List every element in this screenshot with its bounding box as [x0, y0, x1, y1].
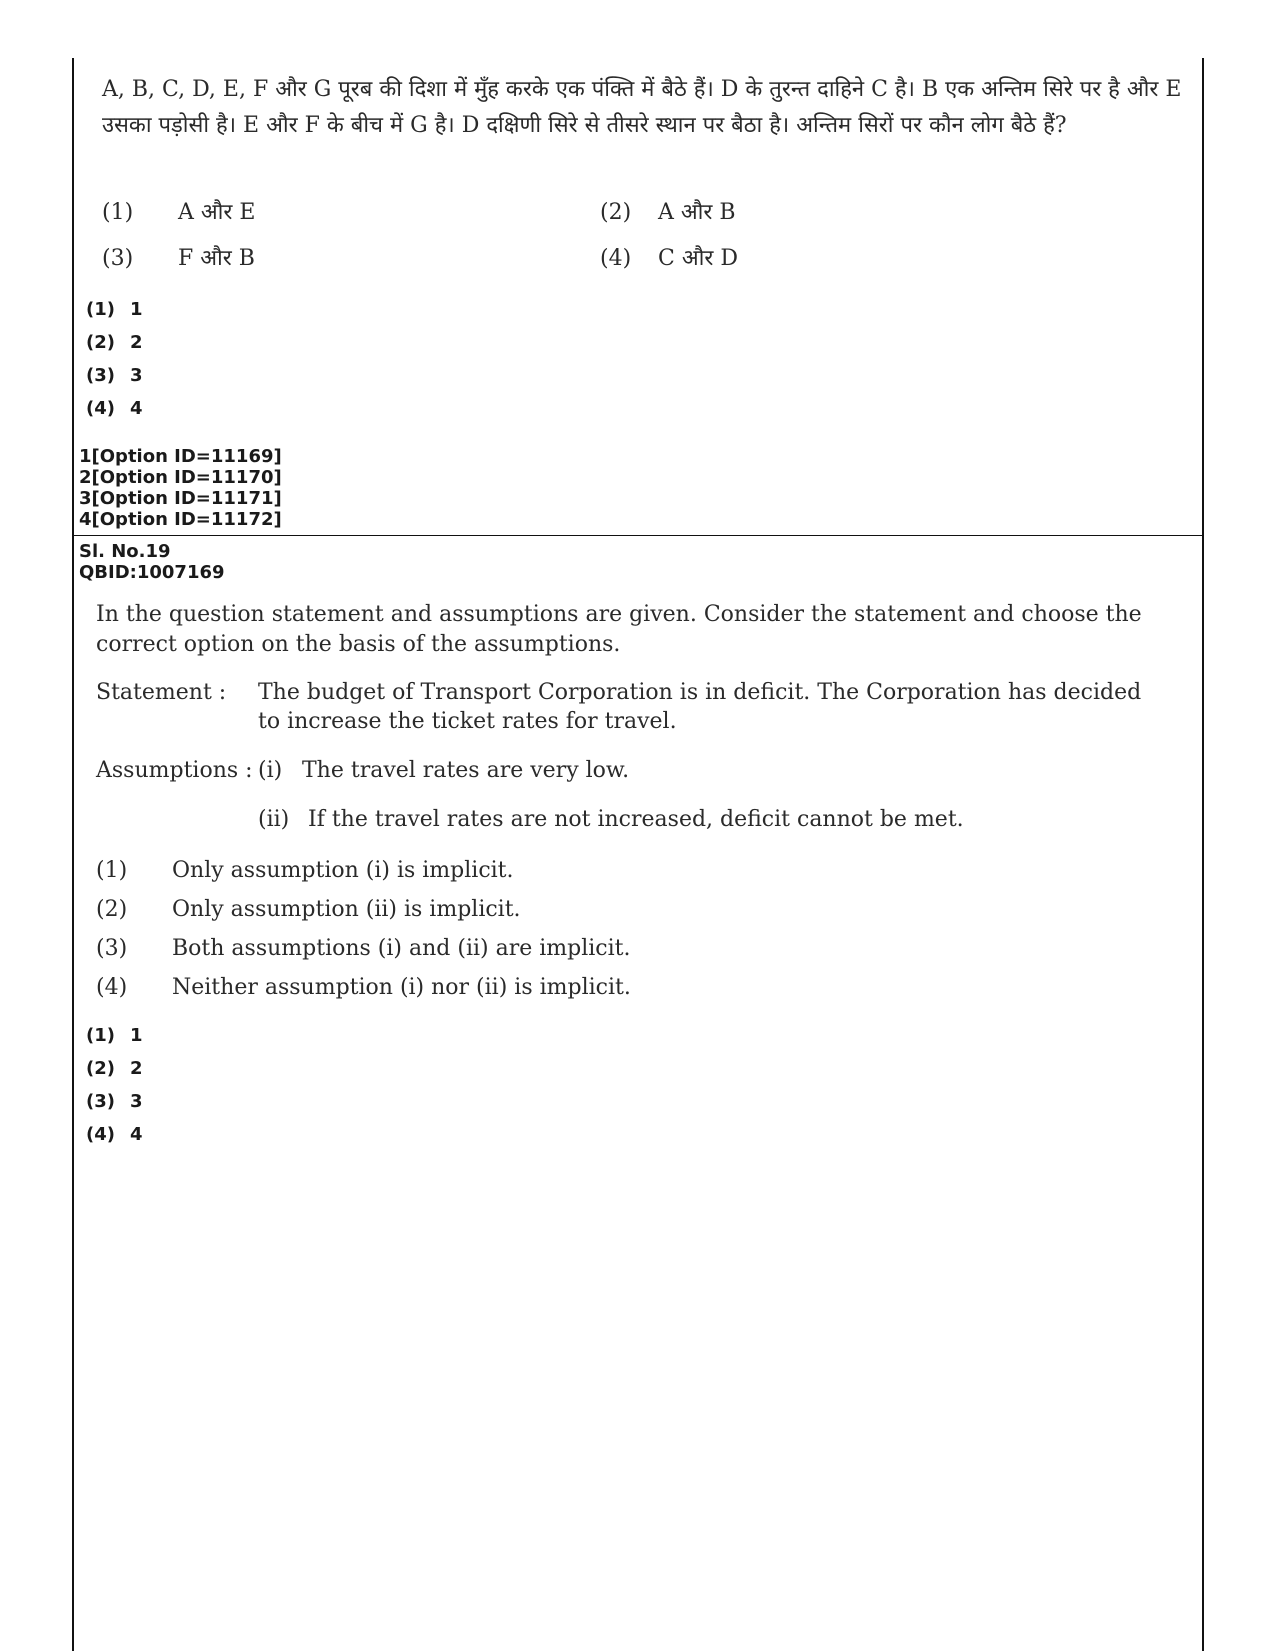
option-id: 3[Option ID=11171] — [79, 488, 282, 509]
page-frame — [72, 58, 1204, 1651]
statement-label: Statement : — [96, 680, 227, 705]
answer-choice-3[interactable]: (3) 3 — [86, 1091, 143, 1112]
question-19-options — [96, 851, 631, 1007]
option-number: (1) — [102, 200, 134, 225]
option-text: F और B — [178, 246, 255, 271]
assumption-text: If the travel rates are not increased, deficit cannot be met. — [308, 807, 964, 832]
option-3: (3) Both assumptions (i) and (ii) are implicit. — [96, 936, 631, 961]
statement-text: The budget of Transport Corporation is in deficit. The Corporation has decided to increase the ticket rates for travel. — [258, 680, 1142, 734]
assumption-number: (ii) — [258, 807, 290, 832]
question-divider — [74, 535, 1202, 536]
answer-choice-2[interactable]: (2) 2 — [86, 1058, 143, 1079]
option-3 — [102, 242, 255, 272]
answer-choice-3[interactable]: (3) 3 — [86, 365, 143, 386]
option-text: A और B — [658, 200, 736, 225]
answer-choice-1[interactable]: (1) 1 — [86, 299, 143, 320]
option-4: (4) Neither assumption (i) nor (ii) is implicit. — [96, 975, 631, 1000]
assumptions-label: Assumptions : — [96, 758, 253, 783]
option-number: (2) — [600, 200, 632, 225]
question-intro: In the question statement and assumptions are given. Consider the statement and choose the correct option on the basis of the assumptions. — [96, 602, 1142, 657]
serial-number: Sl. No.19 — [79, 541, 171, 562]
assumption-number: (i) — [258, 758, 283, 783]
qbid: QBID:1007169 — [79, 562, 225, 583]
question-meta — [79, 541, 225, 583]
option-2: (2) Only assumption (ii) is implicit. — [96, 897, 521, 922]
option-text: C और D — [658, 246, 738, 271]
option-id: 4[Option ID=11172] — [79, 509, 282, 530]
question-text-hindi: A, B, C, D, E, F और G पूरब की दिशा में मुँह करके एक पंक्ति में बैठे हैं। D के तुरन्त दाहिने C है। B एक अन्तिम सिरे पर है और E उसका पड़ोसी है। E और F के बीच में G है। D दक्षिणी सिरे से तीसरे स्थान पर बैठा है। अन्तिम सिरों पर कौन लोग बैठे हैं? — [102, 77, 1182, 138]
answer-choice-4[interactable]: (4) 4 — [86, 1124, 143, 1145]
option-id: 2[Option ID=11170] — [79, 467, 282, 488]
option-text: Only assumption (i) is implicit. — [172, 858, 514, 883]
answer-choice-2[interactable]: (2) 2 — [86, 332, 143, 353]
assumption-text: The travel rates are very low. — [302, 758, 630, 783]
option-1: (1) Only assumption (i) is implicit. — [96, 858, 514, 883]
answer-choices — [86, 293, 143, 425]
option-text: Only assumption (ii) is implicit. — [172, 897, 521, 922]
option-number: (3) — [102, 246, 134, 271]
assumption-2 — [96, 807, 964, 832]
option-id-list — [79, 446, 282, 530]
option-2 — [600, 196, 736, 226]
assumption-1 — [96, 758, 629, 783]
option-id: 1[Option ID=11169] — [79, 446, 282, 467]
answer-choices — [86, 1019, 143, 1151]
option-text: Both assumptions (i) and (ii) are implicit. — [172, 936, 631, 961]
answer-choice-4[interactable]: (4) 4 — [86, 398, 143, 419]
option-number: (4) — [600, 246, 632, 271]
option-4 — [600, 242, 738, 272]
answer-choice-1[interactable]: (1) 1 — [86, 1025, 143, 1046]
option-text: Neither assumption (i) nor (ii) is implicit. — [172, 975, 631, 1000]
option-1 — [102, 196, 255, 226]
option-text: A और E — [178, 200, 256, 225]
